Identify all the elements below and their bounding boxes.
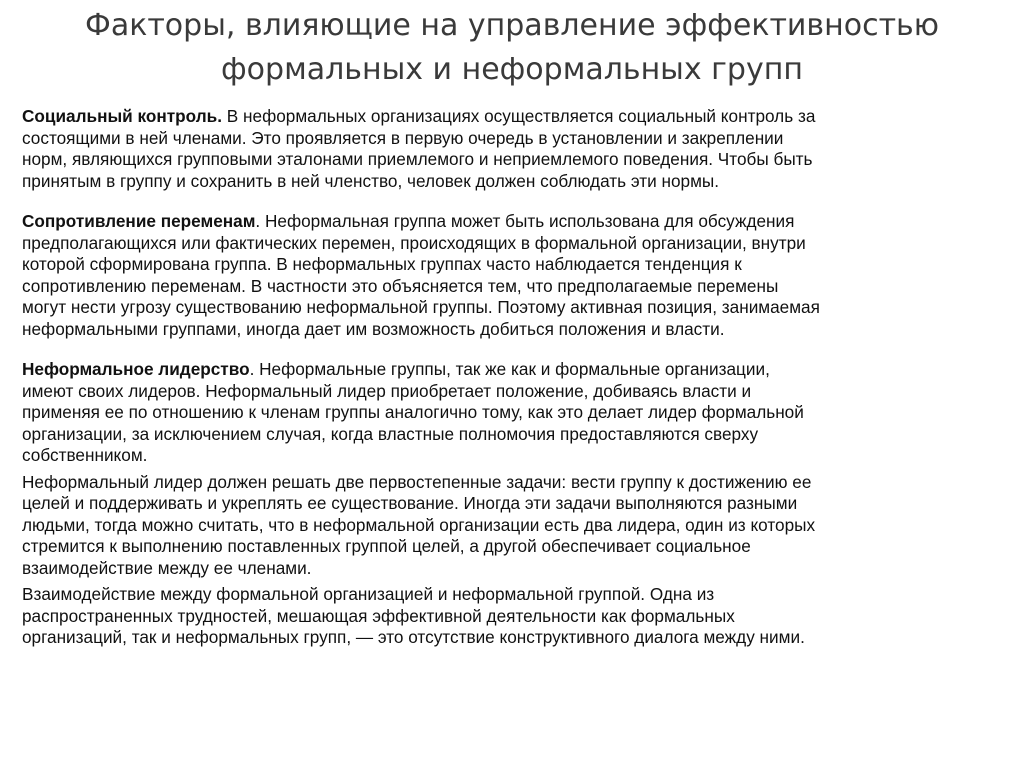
paragraph-line: применяя ее по отношению к членам группы аналогично тому, как это делает лидер формальной [22, 402, 804, 422]
paragraph-line: которой сформирована группа. В неформальных группах часто наблюдается тенденция к [22, 254, 742, 274]
paragraph-interaction [22, 584, 1007, 649]
paragraph-text: . Неформальные группы, так же как и формальные организации, [249, 359, 770, 379]
paragraph-social-control [22, 106, 1007, 192]
paragraph-line: стремится к выполнению поставленных группой целей, а другой обеспечивает социальное [22, 536, 751, 556]
paragraph-line: неформальными группами, иногда дает им возможность добиться положения и власти. [22, 318, 725, 339]
paragraph-resistance-to-change [22, 211, 1007, 340]
paragraph-line [22, 359, 1007, 381]
paragraph-line: Неформальный лидер должен решать две первостепенные задачи: вести группу к достижению ее [22, 471, 812, 492]
paragraph-line [22, 106, 1007, 128]
paragraph-line: целей и поддерживать и укреплять ее существование. Иногда эти задачи выполняются разными [22, 493, 798, 513]
paragraph-line: норм, являющихся групповыми эталонами приемлемого и неприемлемого поведения. Чтобы быть [22, 149, 813, 169]
paragraph-line: организации, за исключением случая, когда властные полномочия предоставляются сверху [22, 423, 759, 444]
slide-title-line-1: Факторы, влияющие на управление эффективностью [85, 8, 939, 43]
paragraph-heading: Социальный контроль. [22, 106, 222, 126]
paragraph-line: имеют своих лидеров. Неформальный лидер приобретает положение, добиваясь власти и [22, 380, 752, 401]
paragraph-line: людьми, тогда можно считать, что в неформальной организации есть два лидера, один из которых [22, 514, 816, 535]
paragraph-heading: Неформальное лидерство [22, 359, 250, 379]
paragraph-line: могут нести угрозу существованию неформальной группы. Поэтому активная позиция, занимаемая [22, 297, 820, 317]
paragraph-leader-tasks [22, 472, 1007, 580]
paragraph-line: принятым в группу и сохранить в ней членство, человек должен соблюдать эти нормы. [22, 170, 720, 191]
paragraph-line: организаций, так и неформальных групп, — это отсутствие конструктивного диалога между ними. [22, 627, 805, 647]
slide-title-line-2: формальных и неформальных групп [221, 52, 803, 87]
paragraph-informal-leadership [22, 359, 1007, 467]
paragraph-line: Взаимодействие между формальной организацией и неформальной группой. Одна из [22, 584, 715, 604]
paragraph-line: распространенных трудностей, мешающая эффективной деятельности как формальных [22, 605, 735, 626]
slide-body [22, 106, 1007, 649]
paragraph-line: сопротивлению переменам. В частности это объясняется тем, что предполагаемые перемены [22, 275, 779, 296]
paragraph-line: взаимодействие между ее членами. [22, 557, 312, 578]
paragraph-text: В неформальных организациях осуществляется социальный контроль за [222, 106, 816, 126]
paragraph-line: предполагающихся или фактических перемен, происходящих в формальной организации, внутри [22, 232, 806, 253]
paragraph-heading: Сопротивление переменам [22, 211, 256, 231]
paragraph-line: состоящими в ней членами. Это проявляется в первую очередь в установлении и закреплении [22, 127, 784, 148]
paragraph-text: . Неформальная группа может быть использована для обсуждения [255, 211, 795, 231]
paragraph-line: собственником. [22, 445, 148, 465]
slide-title [0, 4, 1024, 92]
paragraph-line [22, 211, 1007, 233]
